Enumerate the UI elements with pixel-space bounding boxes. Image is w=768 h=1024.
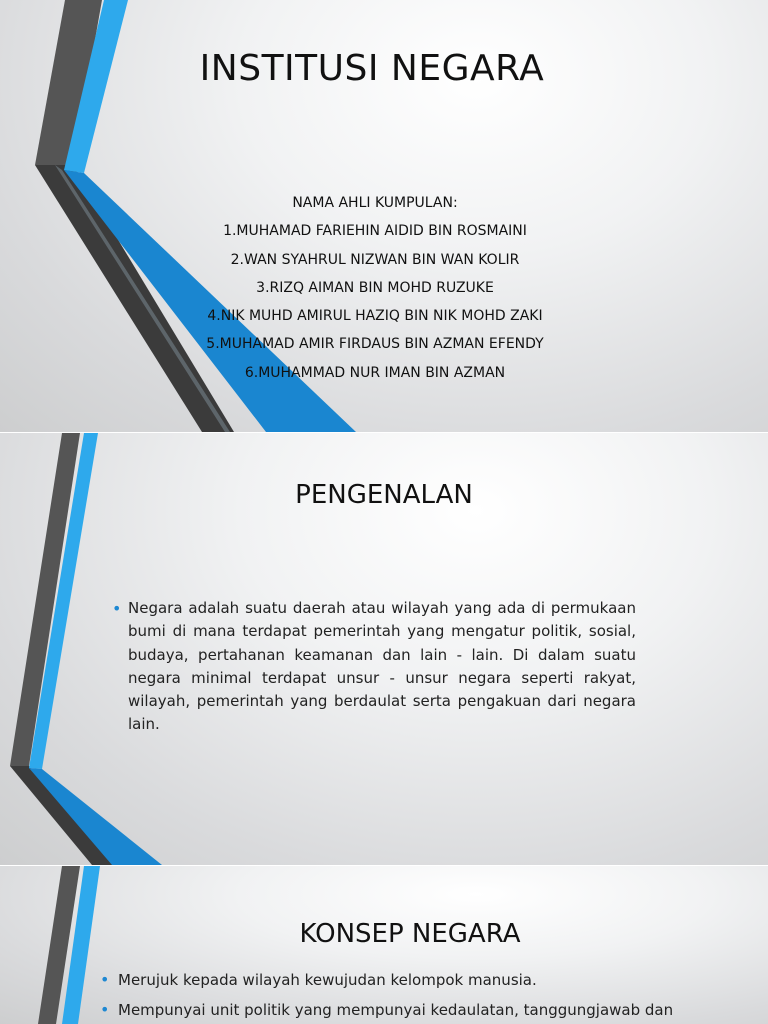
bullet-text: Negara adalah suatu daerah atau wilayah yang ada di permukaan bumi di mana terdapat pemerintah yang mengatur politik, sosial, budaya, pertahanan keamanan dan lain - lain. Di dalam suatu negara minimal terdapat unsur - unsur negara seperti rakyat, wilayah, pemerintah yang berdaulat serta pengakuan dari negara lain. xyxy=(128,599,636,734)
member-item: 5.MUHAMAD AMIR FIRDAUS BIN AZMAN EFENDY xyxy=(206,336,544,353)
bullet-list xyxy=(100,969,722,1024)
bullet-item xyxy=(100,999,722,1021)
member-item: 2.WAN SYAHRUL NIZWAN BIN WAN KOLIR xyxy=(230,251,520,268)
slide-konsep-negara xyxy=(0,866,768,1024)
bullet-icon: • xyxy=(100,970,110,989)
bullet-text: Merujuk kepada wilayah kewujudan kelompok manusia. xyxy=(118,971,537,989)
member-list-header: NAMA AHLI KUMPULAN: xyxy=(292,195,458,211)
bullet-item xyxy=(100,969,722,991)
bullet-icon: • xyxy=(112,599,122,618)
slide-heading: KONSEP NEGARA xyxy=(299,919,521,949)
member-list xyxy=(150,189,600,387)
member-item: 1.MUHAMAD FARIEHIN AIDID BIN ROSMAINI xyxy=(223,223,527,240)
slide-heading: PENGENALAN xyxy=(295,480,473,510)
slide-title xyxy=(0,0,768,432)
bullet-list xyxy=(112,597,636,737)
member-item: 4.NIK MUHD AMIRUL HAZIQ BIN NIK MOHD ZAKI xyxy=(207,308,543,325)
bullet-item xyxy=(112,597,636,737)
bullet-icon: • xyxy=(100,1000,110,1019)
bullet-text: Mempunyai unit politik yang mempunyai kedaulatan, tanggungjawab dan xyxy=(118,1001,674,1019)
member-item: 6.MUHAMMAD NUR IMAN BIN AZMAN xyxy=(244,364,506,381)
slide-title-heading: INSTITUSI NEGARA xyxy=(199,48,545,89)
slide-pengenalan xyxy=(0,433,768,865)
member-item: 3.RIZQ AIMAN BIN MOHD RUZUKE xyxy=(256,279,494,296)
